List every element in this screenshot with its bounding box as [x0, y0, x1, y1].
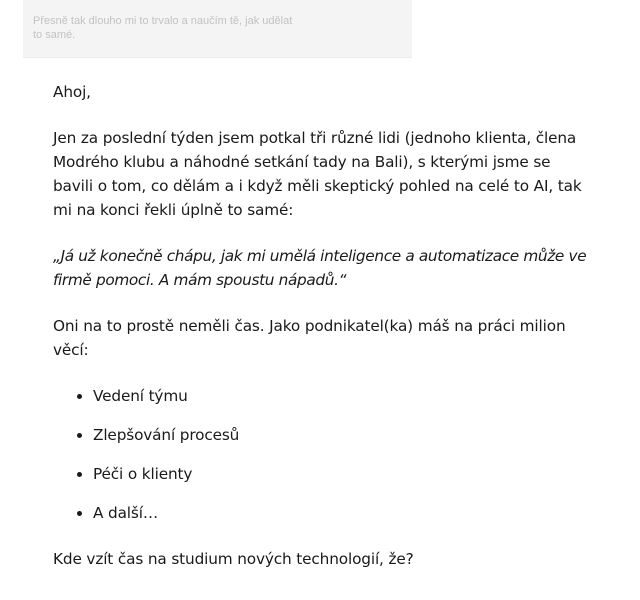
list-item: • A další…: [93, 501, 593, 525]
preheader-text: Přesně tak dlouho mi to trvalo a naučím tě, jak udělat to samé.: [33, 15, 293, 41]
task-list: [53, 384, 593, 525]
paragraph-busy: Oni na to prostě neměli čas. Jako podnikatel(ka) máš na práci milion věcí:: [53, 317, 566, 359]
paragraph-intro: Jen za poslední týden jsem potkal tři různé lidi (jednoho klienta, člena Modrého klubu a náhodné setkání tady na Bali), s kterými jsme se bavili o tom, co dělám a i když měli skeptický pohled na celé to AI, tak mi na konci řekli úplně to samé:: [53, 129, 582, 219]
quote: „Já už konečně chápu, jak mi umělá inteligence a automatizace může ve firmě pomoci. A mám spoustu nápadů.“: [53, 247, 587, 289]
paragraph-question: Kde vzít čas na studium nových technologií, že?: [53, 550, 414, 568]
greeting: Ahoj,: [53, 83, 91, 101]
list-item: • Vedení týmu: [93, 384, 593, 408]
list-item: • Péči o klienty: [93, 462, 593, 486]
list-item: • Zlepšování procesů: [93, 423, 593, 447]
email-body: [53, 80, 593, 593]
email-preheader: [23, 0, 412, 58]
